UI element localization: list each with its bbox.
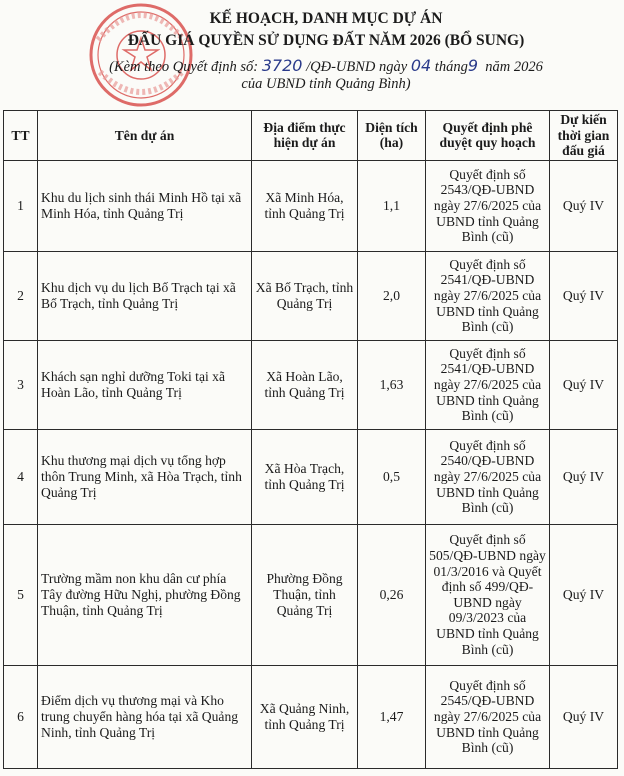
month-label: tháng <box>434 59 468 75</box>
table-row <box>4 340 618 429</box>
cell-area: 1,47 <box>358 665 426 768</box>
cell-area: 1,63 <box>358 340 426 429</box>
header-tt: TT <box>4 111 38 161</box>
cell-decision: Quyết định số 505/QĐ-UBND ngày 01/3/2016 và Quyết định số 499/QĐ-UBND ngày 09/3/2023 của UBND tỉnh Quảng Bình (cũ) <box>426 524 550 665</box>
cell-tt: 3 <box>4 340 38 429</box>
cell-area: 0,5 <box>358 429 426 524</box>
document-title-line1: KẾ HOẠCH, DANH MỤC DỰ ÁN <box>209 10 443 27</box>
cell-auction-time: Quý IV <box>550 160 618 251</box>
cell-auction-time: Quý IV <box>550 524 618 665</box>
cell-project-name: Trường mầm non khu dân cư phía Tây đường Hữu Nghị, phường Đồng Thuận, tỉnh Quảng Trị <box>38 524 252 665</box>
document-subtitle-line2: của UBND tỉnh Quảng Bình) <box>241 76 411 92</box>
cell-tt: 6 <box>4 665 38 768</box>
cell-decision: Quyết định số 2541/QĐ-UBND ngày 27/6/2025 của UBND tỉnh Quảng Bình (cũ) <box>426 340 550 429</box>
decision-month: 9 <box>467 56 479 75</box>
table-row <box>4 160 618 251</box>
cell-tt: 2 <box>4 251 38 340</box>
decision-day: 04 <box>410 56 432 75</box>
cell-project-name: Khu du lịch sinh thái Minh Hồ tại xã Minh Hóa, tỉnh Quảng Trị <box>38 160 252 251</box>
cell-decision: Quyết định số 2543/QĐ-UBND ngày 27/6/2025 của UBND tỉnh Quảng Bình (cũ) <box>426 160 550 251</box>
cell-area: 2,0 <box>358 251 426 340</box>
header-decision: Quyết định phê duyệt quy hoạch <box>426 111 550 161</box>
cell-location: Xã Hòa Trạch, tỉnh Quảng Trị <box>252 429 358 524</box>
header-area: Diện tích (ha) <box>358 111 426 161</box>
cell-tt: 4 <box>4 429 38 524</box>
table-row <box>4 524 618 665</box>
table-header-row <box>4 111 618 161</box>
document-subtitle-line1 <box>14 56 624 76</box>
cell-location: Xã Minh Hóa, tỉnh Quảng Trị <box>252 160 358 251</box>
cell-location: Xã Hoàn Lão, tỉnh Quảng Trị <box>252 340 358 429</box>
document-title-line2: ĐẤU GIÁ QUYỀN SỬ DỤNG ĐẤT NĂM 2026 (BỔ SUNG) <box>127 32 525 49</box>
cell-location: Phường Đồng Thuận, tỉnh Quảng Trị <box>252 524 358 665</box>
table-row <box>4 251 618 340</box>
subtitle-middle: /QĐ-UBND ngày <box>306 59 408 75</box>
cell-project-name: Điểm dịch vụ thương mại và Kho trung chuyển hàng hóa tại xã Quảng Ninh, tỉnh Quảng Trị <box>38 665 252 768</box>
cell-decision: Quyết định số 2541/QĐ-UBND ngày 27/6/2025 của UBND tỉnh Quảng Bình (cũ) <box>426 251 550 340</box>
cell-area: 1,1 <box>358 160 426 251</box>
cell-tt: 1 <box>4 160 38 251</box>
cell-location: Xã Quảng Ninh, tỉnh Quảng Trị <box>252 665 358 768</box>
cell-auction-time: Quý IV <box>550 665 618 768</box>
subtitle-prefix: (Kèm theo Quyết định số: <box>109 59 259 75</box>
header-location: Địa điểm thực hiện dự án <box>252 111 358 161</box>
cell-auction-time: Quý IV <box>550 429 618 524</box>
cell-auction-time: Quý IV <box>550 340 618 429</box>
cell-project-name: Khách sạn nghỉ dưỡng Toki tại xã Hoàn Lão, tỉnh Quảng Trị <box>38 340 252 429</box>
cell-auction-time: Quý IV <box>550 251 618 340</box>
cell-area: 0,26 <box>358 524 426 665</box>
document-header <box>0 0 624 110</box>
table-row <box>4 429 618 524</box>
decision-number: 3720 <box>261 56 303 75</box>
cell-location: Xã Bố Trạch, tỉnh Quảng Trị <box>252 251 358 340</box>
decision-year: năm 2026 <box>485 59 543 75</box>
cell-decision: Quyết định số 2540/QĐ-UBND ngày 27/6/2025 của UBND tỉnh Quảng Bình (cũ) <box>426 429 550 524</box>
cell-tt: 5 <box>4 524 38 665</box>
project-table <box>3 110 618 769</box>
header-project-name: Tên dự án <box>38 111 252 161</box>
cell-decision: Quyết định số 2545/QĐ-UBND ngày 27/6/2025 của UBND tỉnh Quảng Bình (cũ) <box>426 665 550 768</box>
table-row <box>4 665 618 768</box>
cell-project-name: Khu dịch vụ du lịch Bố Trạch tại xã Bố Trạch, tỉnh Quảng Trị <box>38 251 252 340</box>
cell-project-name: Khu thương mại dịch vụ tổng hợp thôn Trung Minh, xã Hòa Trạch, tỉnh Quảng Trị <box>38 429 252 524</box>
header-auction-time: Dự kiến thời gian đấu giá <box>550 111 618 161</box>
